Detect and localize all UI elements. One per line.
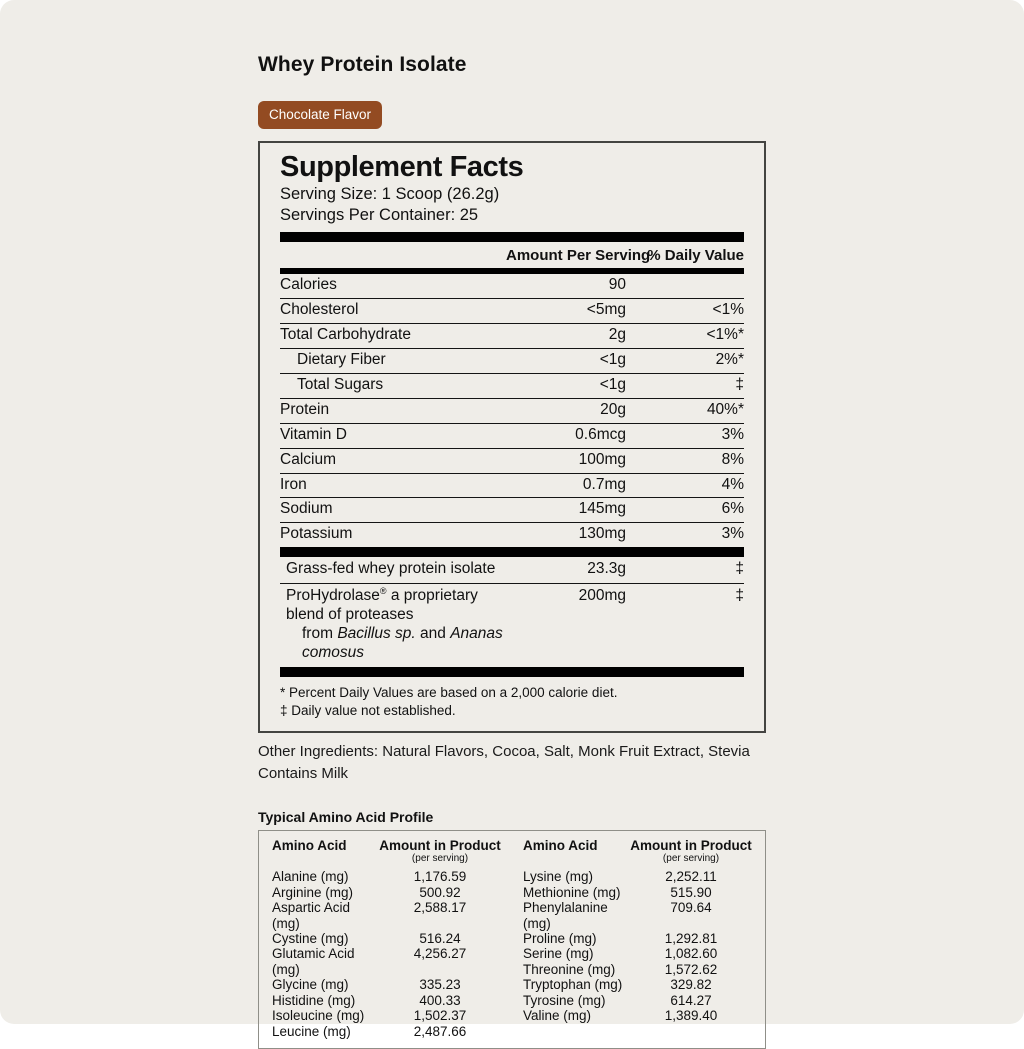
nutrient-daily-value: 8% xyxy=(721,450,744,468)
nutrient-label: Cholesterol xyxy=(280,301,359,319)
nutrient-amount: 0.7mg xyxy=(582,475,626,493)
blend-row xyxy=(280,557,744,584)
amino-acid-name: Tyrosine (mg) xyxy=(523,992,606,1008)
amount-in-product-column-header xyxy=(630,838,752,869)
footnote-line: ‡ Daily value not established. xyxy=(280,702,456,718)
amino-acid-amount: 500.92 xyxy=(419,884,461,900)
amino-acid-name: Glutamic Acid (mg) xyxy=(272,946,355,977)
serving-size-text: Serving Size: 1 Scoop (26.2g) xyxy=(280,185,500,204)
nutrient-label: Iron xyxy=(280,475,307,493)
amino-acid-name: Arginine (mg) xyxy=(272,884,354,900)
nutrient-daily-value: ‡ xyxy=(735,375,744,393)
nutrient-label: Potassium xyxy=(280,525,353,543)
nutrient-label: Total Sugars xyxy=(297,375,384,393)
other-ingredients-line1: Other Ingredients: Natural Flavors, Cocoa, Salt, Monk Fruit Extract, Stevia xyxy=(258,743,750,761)
nutrient-rows xyxy=(280,274,744,547)
amino-acid-amount: 515.90 xyxy=(670,884,712,900)
thick-divider-bar xyxy=(280,667,744,677)
amino-acid-name: Valine (mg) xyxy=(523,1008,592,1024)
nutrient-label: Calcium xyxy=(280,450,336,468)
nutrient-amount: <1g xyxy=(599,351,626,369)
amino-acid-amount: 1,082.60 xyxy=(664,946,718,962)
amino-acid-amount: 335.23 xyxy=(419,977,461,993)
nutrient-label: Protein xyxy=(280,400,330,418)
nutrient-daily-value: 3% xyxy=(721,425,744,443)
daily-value-header: % Daily Value xyxy=(647,247,744,265)
product-label-content xyxy=(258,52,766,1049)
amino-acid-column-header: Amino Acid xyxy=(272,838,347,854)
nutrient-row xyxy=(280,498,744,523)
nutrient-daily-value: 4% xyxy=(721,475,744,493)
supplement-facts-title: Supplement Facts xyxy=(280,151,524,184)
amino-acid-name: Aspartic Acid (mg) xyxy=(272,900,351,931)
amino-acid-amount: 614.27 xyxy=(670,992,712,1008)
nutrient-row xyxy=(280,324,744,349)
amino-acid-amount: 709.64 xyxy=(670,900,712,916)
amino-acid-name: Leucine (mg) xyxy=(272,1023,351,1039)
amino-acid-amount: 1,502.37 xyxy=(413,1008,467,1024)
amino-acid-name: Alanine (mg) xyxy=(272,869,349,885)
nutrient-row xyxy=(280,274,744,299)
amino-acid-name: Serine (mg) xyxy=(523,946,594,962)
amino-acid-amount: 1,292.81 xyxy=(664,931,718,947)
nutrient-row xyxy=(280,523,744,547)
amino-acid-amount: 400.33 xyxy=(419,992,461,1008)
amino-acid-name: Cystine (mg) xyxy=(272,931,349,947)
blend-label-line: Grass-fed whey protein isolate xyxy=(286,560,496,578)
nutrient-daily-value: 2%* xyxy=(715,351,744,369)
page-title: Whey Protein Isolate xyxy=(258,53,467,76)
blend-label-line: from Bacillus sp. and Ananas comosus xyxy=(302,625,503,661)
amino-acid-table xyxy=(258,830,766,1049)
amino-acid-amount: 516.24 xyxy=(419,931,461,947)
other-ingredients xyxy=(258,741,766,784)
nutrient-label: Total Carbohydrate xyxy=(280,326,411,344)
nutrient-label: Sodium xyxy=(280,500,333,518)
amino-acid-amount: 4,256.27 xyxy=(413,946,467,962)
blend-label xyxy=(280,560,506,579)
column-header-row xyxy=(280,242,744,268)
amino-table-left-group xyxy=(272,838,501,1039)
blend-label-line: ProHydrolase® a proprietary blend of proteases xyxy=(286,586,478,624)
nutrient-row xyxy=(280,349,744,374)
nutrient-row xyxy=(280,299,744,324)
thick-divider-bar xyxy=(280,547,744,557)
nutrient-row xyxy=(280,399,744,424)
nutrient-amount: 100mg xyxy=(578,450,626,468)
nutrient-daily-value: <1% xyxy=(712,301,744,319)
nutrient-amount: 130mg xyxy=(578,525,626,543)
contains-milk-line: Contains Milk xyxy=(258,764,349,782)
nutrient-daily-value: 40%* xyxy=(706,400,744,418)
footnotes xyxy=(280,684,744,720)
nutrient-label: Vitamin D xyxy=(280,425,347,443)
nutrient-row xyxy=(280,374,744,399)
amino-acid-amount: 2,487.66 xyxy=(413,1023,467,1039)
amount-in-product-column-header xyxy=(379,838,501,869)
blend-daily-value: ‡ xyxy=(735,560,744,578)
amino-acid-name: Isoleucine (mg) xyxy=(272,1008,365,1024)
nutrient-amount: <1g xyxy=(599,375,626,393)
amino-acid-name: Phenylalanine (mg) xyxy=(523,900,608,931)
blend-rows xyxy=(280,557,744,667)
nutrient-amount: 90 xyxy=(608,276,626,294)
blend-amount: 23.3g xyxy=(587,560,626,578)
blend-amount: 200mg xyxy=(578,587,626,605)
amino-acid-amount: 2,252.11 xyxy=(665,869,717,885)
nutrient-row xyxy=(280,424,744,449)
nutrient-amount: 2g xyxy=(608,326,626,344)
supplement-facts-panel xyxy=(258,141,766,733)
amino-acid-amount: 1,176.59 xyxy=(413,869,467,885)
nutrient-label: Dietary Fiber xyxy=(297,351,386,369)
servings-per-container-text: Servings Per Container: 25 xyxy=(280,205,479,224)
blend-label xyxy=(280,587,506,663)
amino-acid-amount: 329.82 xyxy=(670,977,712,993)
amino-acid-name: Threonine (mg) xyxy=(523,961,616,977)
nutrient-amount: 0.6mcg xyxy=(575,425,626,443)
amino-acid-amount: 2,588.17 xyxy=(413,900,467,916)
nutrient-daily-value: 6% xyxy=(721,500,744,518)
amino-acid-name: Glycine (mg) xyxy=(272,977,349,993)
flavor-badge[interactable]: Chocolate Flavor xyxy=(258,101,382,129)
amino-acid-amount: 1,572.62 xyxy=(664,961,718,977)
amount-per-serving-header: Amount Per Serving xyxy=(506,247,651,265)
nutrient-amount: <5mg xyxy=(586,301,626,319)
amino-acid-name: Lysine (mg) xyxy=(523,869,594,885)
amount-header-main: Amount in Product xyxy=(379,838,501,854)
nutrient-row xyxy=(280,474,744,499)
amino-acid-column-header: Amino Acid xyxy=(523,838,598,854)
amount-header-subtext: (per serving) xyxy=(411,853,469,865)
footnote-line: * Percent Daily Values are based on a 2,000 calorie diet. xyxy=(280,684,618,700)
amino-acid-name: Histidine (mg) xyxy=(272,992,356,1008)
nutrient-amount: 20g xyxy=(600,400,626,418)
nutrient-daily-value: <1%* xyxy=(706,326,744,344)
blend-daily-value: ‡ xyxy=(735,587,744,605)
amino-acid-name: Methionine (mg) xyxy=(523,884,621,900)
nutrient-daily-value: 3% xyxy=(721,525,744,543)
amount-header-main: Amount in Product xyxy=(630,838,752,854)
amino-table-right-group xyxy=(523,838,752,1039)
nutrient-amount: 145mg xyxy=(578,500,626,518)
amino-acid-name: Tryptophan (mg) xyxy=(523,977,623,993)
nutrient-row xyxy=(280,449,744,474)
amino-acid-name: Proline (mg) xyxy=(523,931,597,947)
blend-row xyxy=(280,584,744,667)
nutrient-label: Calories xyxy=(280,276,337,294)
amount-header-subtext: (per serving) xyxy=(662,853,720,865)
thick-divider-bar xyxy=(280,232,744,242)
amino-acid-amount: 1,389.40 xyxy=(664,1008,718,1024)
amino-profile-title: Typical Amino Acid Profile xyxy=(258,809,434,826)
